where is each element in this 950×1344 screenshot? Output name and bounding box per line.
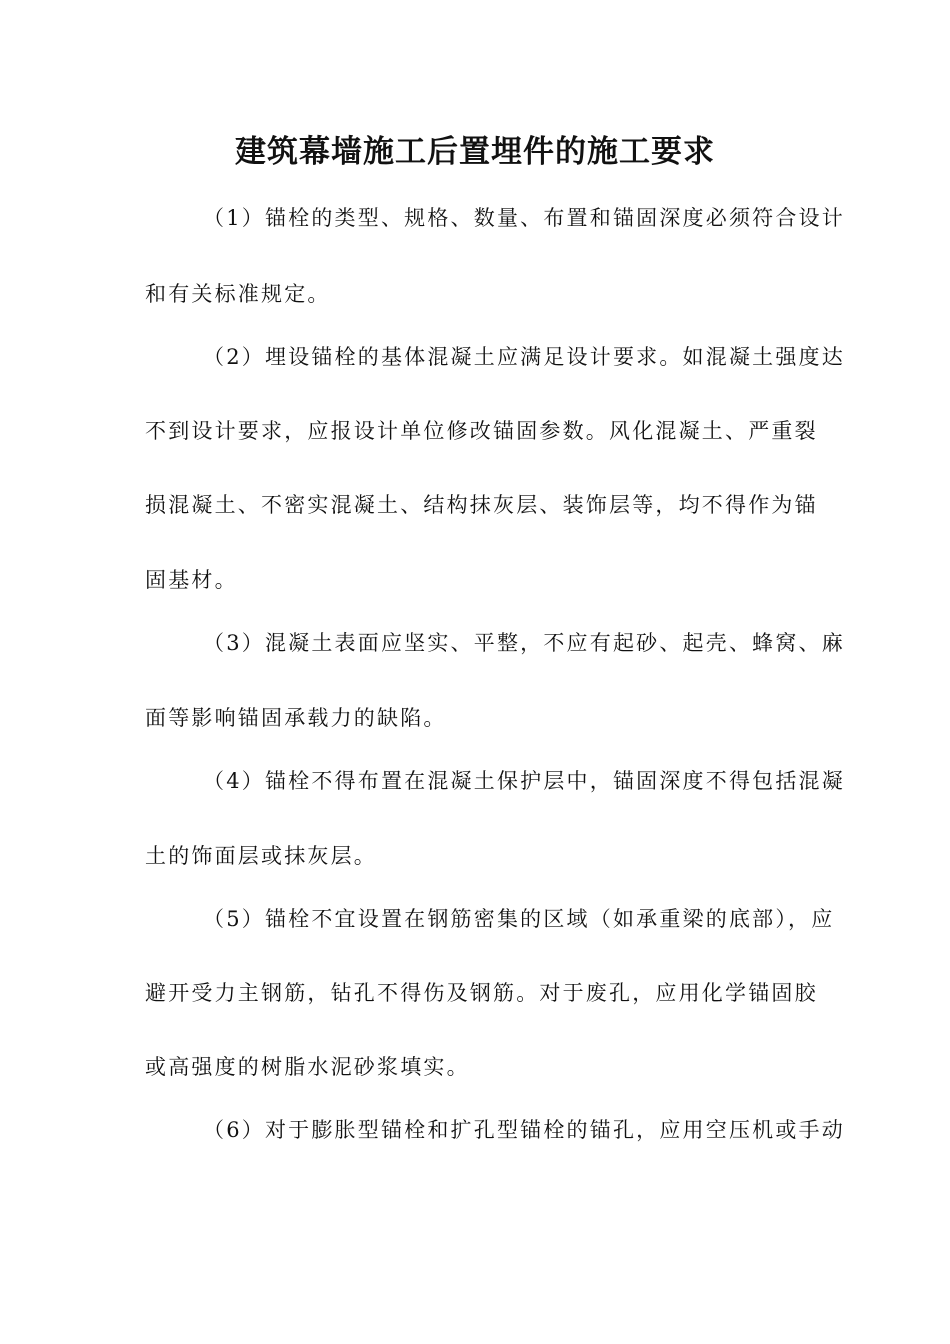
paragraph-5-line-3: 或高强度的树脂水泥砂浆填实。 [145,1055,470,1079]
paragraph-4-line-2: 土的饰面层或抹灰层。 [145,844,377,868]
paragraph-5-line-2: 避开受力主钢筋，钻孔不得伤及钢筋。对于废孔，应用化学锚固胶 [145,981,818,1005]
paragraph-4-line-1: （4）锚栓不得布置在混凝土保护层中，锚固深度不得包括混凝 [203,769,845,793]
paragraph-5-line-1: （5）锚栓不宜设置在钢筋密集的区域（如承重梁的底部），应 [203,907,835,931]
paragraph-3-line-1: （3）混凝土表面应坚实、平整，不应有起砂、起壳、蜂窝、麻 [203,631,845,655]
paragraph-1-line-1: （1）锚栓的类型、规格、数量、布置和锚固深度必须符合设计 [203,206,845,230]
paragraph-2-line-1: （2）埋设锚栓的基体混凝土应满足设计要求。如混凝土强度达 [203,345,845,369]
paragraph-1-line-2: 和有关标准规定。 [145,282,331,306]
document-title: 建筑幕墙施工后置埋件的施工要求 [235,134,715,170]
paragraph-2-line-4: 固基材。 [145,568,238,592]
paragraph-3-line-2: 面等影响锚固承载力的缺陷。 [145,706,447,730]
paragraph-2-line-3: 损混凝土、不密实混凝土、结构抹灰层、装饰层等，均不得作为锚 [145,493,818,517]
paragraph-2-line-2: 不到设计要求，应报设计单位修改锚固参数。风化混凝土、严重裂 [145,419,818,443]
paragraph-6-line-1: （6）对于膨胀型锚栓和扩孔型锚栓的锚孔，应用空压机或手动 [203,1118,845,1142]
